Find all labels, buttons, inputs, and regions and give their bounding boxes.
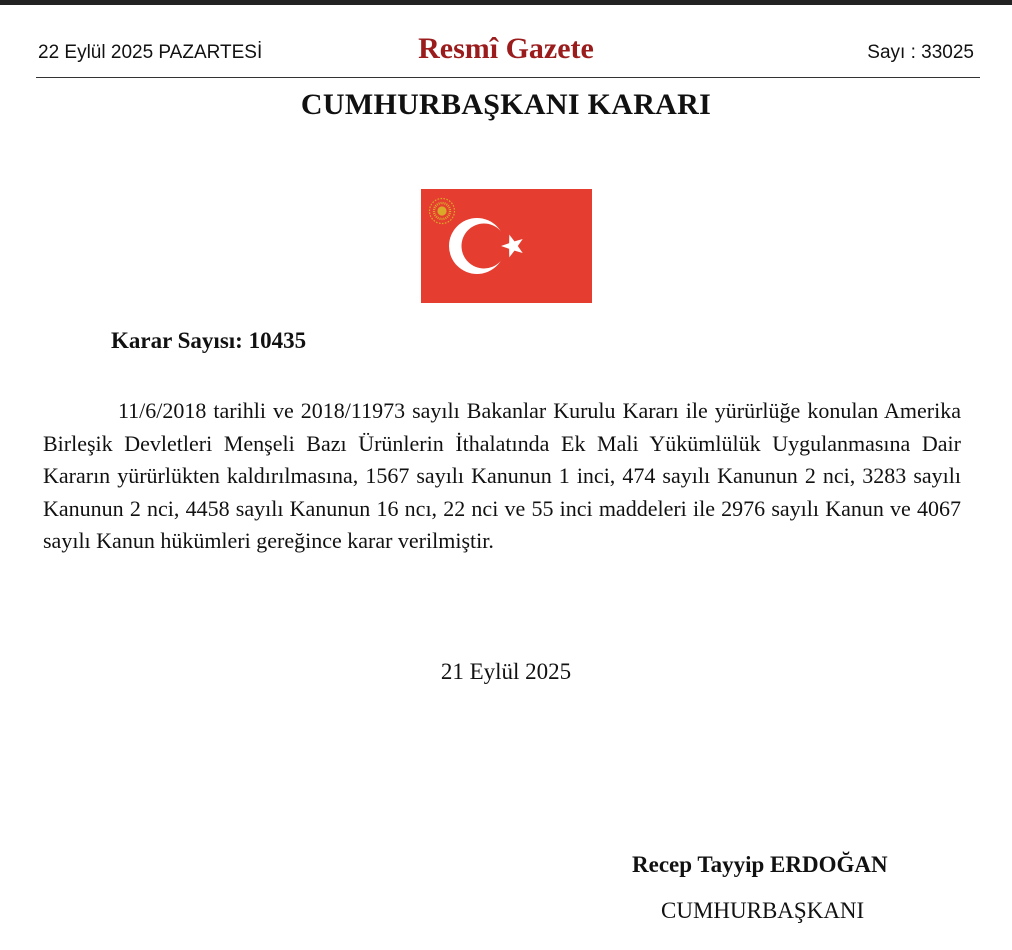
gazette-date: 22 Eylül 2025 PAZARTESİ (38, 42, 263, 63)
gazette-title: Resmî Gazete (418, 32, 594, 65)
document-type-heading: CUMHURBAŞKANI KARARI (300, 88, 712, 121)
signer-name: Recep Tayyip ERDOĞAN (632, 852, 888, 877)
decision-number: Karar Sayısı: 10435 (111, 328, 307, 353)
decision-body-text: 11/6/2018 tarihli ve 2018/11973 sayılı Bakanlar Kurulu Kararı ile yürürlüğe konulan Amerika Birleşik Devletleri Menşeli Bazı Ürünlerin İthalatında Ek Mali Yükümlülük Uygulanmasına Dair Kararın yürürlükten kaldırılmasına, 1567 sayılı Kanunun 1 inci, 474 sayılı Kanunun 2 nci, 3283 sayılı Kanunun 2 nci, 4458 sayılı Kanunun 16 ncı, 22 nci ve 55 inci maddeleri ile 2976 sayılı Kanun ve 4067 sayılı Kanun hükümleri gereğince karar verilmiştir. (43, 398, 961, 553)
flag-emblem-icon (421, 189, 592, 303)
signature-date: 21 Eylül 2025 (440, 659, 572, 684)
top-border (0, 0, 1012, 5)
gazette-issue-number: Sayı : 33025 (867, 42, 974, 63)
header-divider (36, 77, 980, 78)
signer-title: CUMHURBAŞKANI (661, 898, 865, 923)
